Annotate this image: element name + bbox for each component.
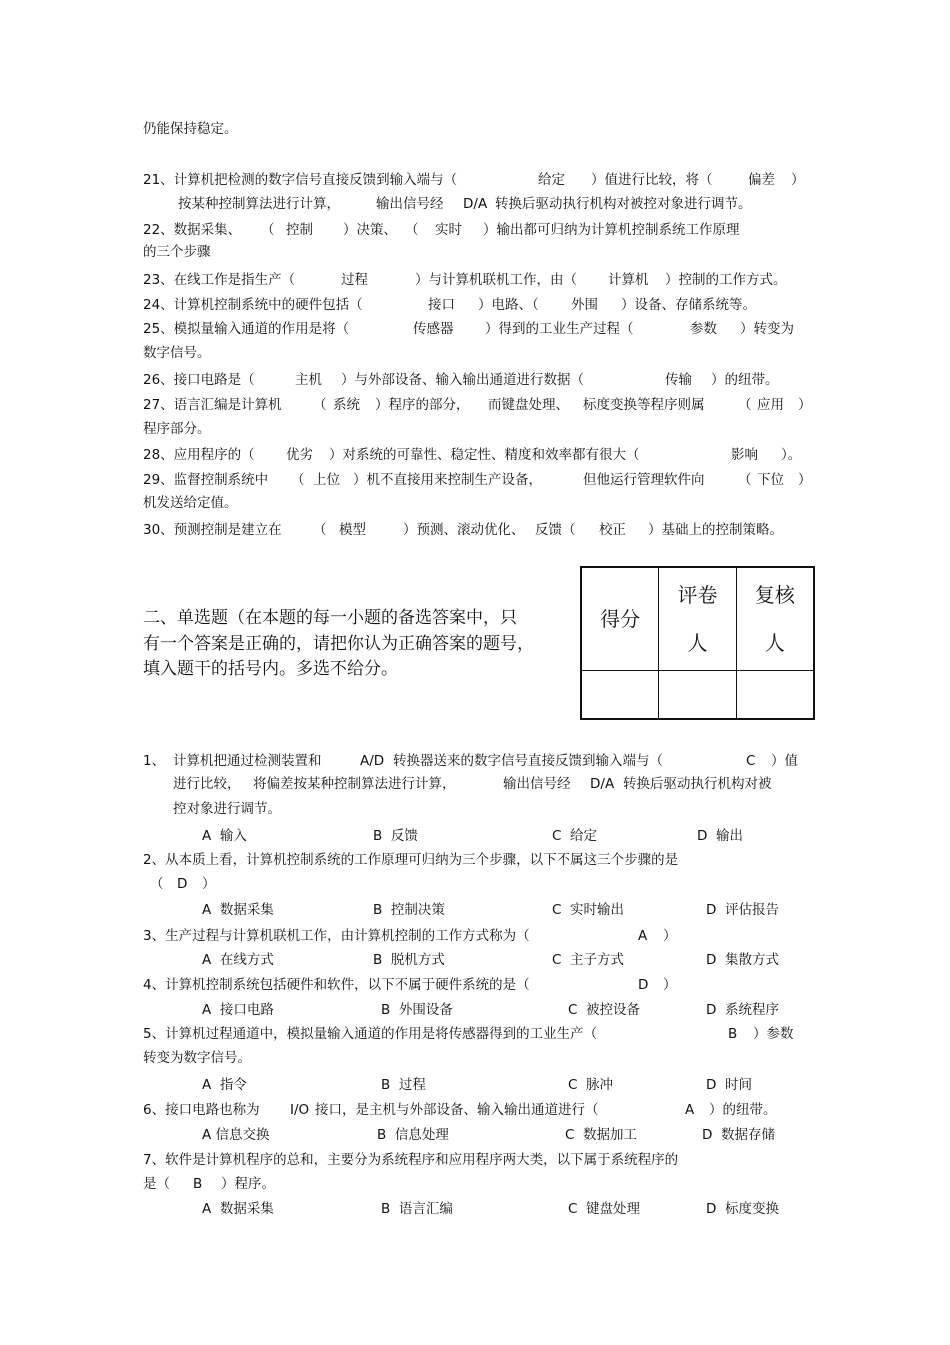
text-segment: 但他运行管理软件向 <box>583 472 705 488</box>
mc-question-5-cont <box>143 1049 251 1067</box>
option-text: 数据加工 <box>583 1127 638 1143</box>
option-d[interactable] <box>697 827 743 845</box>
text-segment: ）电路、（ <box>478 297 539 313</box>
text-segment: 标度变换等程序则属 <box>583 397 705 413</box>
mc5-answer: B <box>728 1026 738 1042</box>
option-c[interactable] <box>568 1200 640 1218</box>
option-letter: C <box>568 1002 578 1018</box>
text-segment: 7、软件是计算机程序的总和，主要分为系统程序和应用程序两大类，以下属于系统程序的 <box>143 1152 679 1168</box>
option-text: 信息交换 <box>215 1127 270 1143</box>
option-letter: C <box>552 952 562 968</box>
option-d[interactable] <box>706 951 779 969</box>
text-segment: ）对系统的可靠性、稳定性、精度和效率都有很大（ <box>329 447 640 463</box>
text-segment: ） <box>798 472 812 488</box>
text-segment: ）转变为 <box>740 321 794 337</box>
option-b[interactable] <box>381 1076 426 1094</box>
text-segment: ）设备、存储系统等。 <box>621 297 756 313</box>
text-segment: （ <box>738 397 752 413</box>
q21-text-2: ）值进行比较，将（ <box>591 172 713 188</box>
mc-question-1-cont-2 <box>173 800 281 818</box>
text-segment: 接口，是主机与外部设备、输入输出通道进行（ <box>315 1102 599 1118</box>
text-segment: ） <box>663 928 677 944</box>
option-b[interactable] <box>381 1001 453 1019</box>
q23-answer-1: 过程 <box>341 272 368 288</box>
text-segment: （ <box>738 472 752 488</box>
option-letter: C <box>565 1127 575 1143</box>
text-segment: 转换后驱动执行机构对被控对象进行调节。 <box>495 196 752 212</box>
q24-answer-2: 外围 <box>571 297 598 313</box>
option-letter: A <box>202 902 212 918</box>
text-segment: （ <box>313 397 327 413</box>
option-text: 系统程序 <box>725 1002 779 1018</box>
score-table <box>580 566 815 720</box>
option-text: 标度变换 <box>725 1201 779 1217</box>
text-segment: 4、计算机控制系统包括硬件和软件，以下不属于硬件系统的是（ <box>143 977 530 993</box>
text-segment: 26、接口电路是（ <box>143 372 255 388</box>
option-d[interactable] <box>706 1076 752 1094</box>
mc-question-7 <box>143 1151 678 1169</box>
text-segment: （ <box>405 222 419 238</box>
score-label: 得分 <box>581 567 659 671</box>
section-heading-line-2: 有一个答案是正确的，请把你认为正确答案的题号， <box>143 634 534 654</box>
option-text: 控制决策 <box>390 902 445 918</box>
q30-answer-1: 模型 <box>339 522 366 538</box>
option-letter: A <box>202 828 212 844</box>
text-segment: ）预测、滚动优化、 <box>403 522 525 538</box>
option-letter: A <box>202 1002 212 1018</box>
mc2-answer: D <box>177 876 188 892</box>
text-segment: ）值 <box>771 753 798 769</box>
grader-label-line-2: 人 <box>687 631 708 655</box>
option-letter: A <box>202 1201 212 1217</box>
text-segment: 5、计算机过程通道中，模拟量输入通道的作用是将传感器得到的工业生产（ <box>143 1026 598 1042</box>
option-letter: B <box>381 1077 391 1093</box>
mc-question-2 <box>143 851 678 869</box>
q30-answer-2: 校正 <box>599 522 626 538</box>
option-text: 被控设备 <box>586 1002 641 1018</box>
text-segment: 反馈（ <box>535 522 576 538</box>
option-letter: A <box>202 1127 212 1143</box>
option-letter: D <box>697 828 708 844</box>
text-segment: （ <box>150 876 164 892</box>
q27-answer-2: 应用 <box>757 397 784 413</box>
mc7-answer: B <box>193 1176 203 1192</box>
text-segment: ）输出都可归纳为计算机控制系统工作原理 <box>483 222 740 238</box>
q21-answer-1: 给定 <box>538 172 565 188</box>
option-text: 语言汇编 <box>398 1201 453 1217</box>
text-segment: 将偏差按某种控制算法进行计算， <box>253 776 456 792</box>
q21-text: 21、计算机把检测的数字信号直接反馈到输入端与（ <box>143 172 458 188</box>
option-a[interactable] <box>202 1001 274 1019</box>
option-text: 脉冲 <box>586 1077 614 1093</box>
option-letter: B <box>381 1002 391 1018</box>
option-b[interactable] <box>377 1126 449 1144</box>
option-d[interactable] <box>706 901 779 919</box>
option-text: 时间 <box>725 1077 752 1093</box>
question-27-cont <box>143 420 211 438</box>
option-text: 指令 <box>219 1077 247 1093</box>
mc3-answer: A <box>638 928 648 944</box>
text-segment: 输出信号经 <box>503 776 571 792</box>
text-segment: 转变为数字信号。 <box>143 1050 251 1066</box>
option-b[interactable] <box>373 951 445 969</box>
q29-answer-1: 上位 <box>313 472 340 488</box>
option-letter: B <box>373 952 383 968</box>
option-letter: D <box>706 902 717 918</box>
text-segment: 按某种控制算法进行计算， <box>178 196 340 212</box>
q24-answer-1: 接口 <box>428 297 455 313</box>
option-letter: B <box>373 828 383 844</box>
text-line <box>143 120 238 138</box>
question-25-cont <box>143 344 211 362</box>
section-heading-line-1: 二、单选题（在本题的每一小题的备选答案中，只 <box>143 608 517 628</box>
text-segment: ）控制的工作方式。 <box>665 272 787 288</box>
option-c[interactable] <box>552 827 597 845</box>
q22-answer-1: 控制 <box>286 222 313 238</box>
option-letter: B <box>377 1127 387 1143</box>
text-segment: ）得到的工业生产过程（ <box>485 321 634 337</box>
q25-answer-2: 参数 <box>690 321 717 337</box>
option-a[interactable] <box>202 827 247 845</box>
text-segment: （ <box>291 472 305 488</box>
option-b[interactable] <box>373 827 418 845</box>
reviewer-label-line-2: 人 <box>764 631 785 655</box>
text-segment: ）程序的部分， <box>375 397 470 413</box>
option-letter: C <box>552 828 562 844</box>
text-segment: ）的纽带。 <box>709 1102 777 1118</box>
text-segment: 计算机把通过检测装置和 <box>173 753 322 769</box>
option-a[interactable] <box>202 1076 247 1094</box>
text-segment: 转换后驱动执行机构对被 <box>623 776 772 792</box>
text-segment: ） <box>798 397 812 413</box>
section-heading-line-3: 填入题干的括号内。多选不给分。 <box>143 659 398 679</box>
text-segment: 25、模拟量输入通道的作用是将（ <box>143 321 350 337</box>
q28-answer-2: 影响 <box>731 447 758 463</box>
q29-answer-2: 下位 <box>757 472 784 488</box>
text-segment: ）机不直接用来控制生产设备， <box>353 472 542 488</box>
option-letter: B <box>373 902 383 918</box>
text-segment: ）基础上的控制策略。 <box>648 522 783 538</box>
text-segment: 27、语言汇编是计算机 <box>143 397 282 413</box>
line-text: 仍能保持稳定。 <box>143 121 238 137</box>
option-text: 反馈 <box>390 828 418 844</box>
option-text: 数据存储 <box>721 1127 775 1143</box>
option-text: 集散方式 <box>725 952 779 968</box>
option-letter: D <box>706 952 717 968</box>
text-segment: 程序部分。 <box>143 421 211 437</box>
text-segment: 1、 <box>143 753 166 769</box>
option-a[interactable] <box>202 901 274 919</box>
mc6-answer: A <box>685 1102 695 1118</box>
reviewer-cell[interactable] <box>736 671 814 720</box>
option-c[interactable] <box>552 951 624 969</box>
q21-answer-2: 偏差 <box>748 172 775 188</box>
q25-answer-1: 传感器 <box>413 321 454 337</box>
text-segment: 3、生产过程与计算机联机工作，由计算机控制的工作方式称为（ <box>143 928 530 944</box>
text-segment: ）与计算机联机工作，由（ <box>415 272 577 288</box>
grader-label-line-1: 评卷 <box>677 583 718 607</box>
option-letter: A <box>202 952 212 968</box>
option-text: 数据采集 <box>219 902 274 918</box>
text-segment: （ <box>313 522 327 538</box>
grader-cell[interactable] <box>659 671 737 720</box>
text-segment: 数字信号。 <box>143 345 211 361</box>
option-d[interactable] <box>706 1200 779 1218</box>
text-segment: D/A <box>590 776 615 792</box>
q27-answer-1: 系统 <box>333 397 360 413</box>
option-text: 键盘处理 <box>586 1201 641 1217</box>
text-segment: 23、在线工作是指生产（ <box>143 272 296 288</box>
text-segment: 6、接口电路也称为 <box>143 1102 260 1118</box>
option-text: 接口电路 <box>219 1002 274 1018</box>
text-segment: D/A <box>463 196 488 212</box>
mc1-answer: C <box>746 753 756 769</box>
option-letter: C <box>552 902 562 918</box>
option-letter: D <box>706 1077 717 1093</box>
option-letter: B <box>381 1201 391 1217</box>
option-text: 给定 <box>570 828 598 844</box>
option-text: 过程 <box>398 1077 426 1093</box>
option-c[interactable] <box>568 1076 613 1094</box>
option-text: 实时输出 <box>570 902 625 918</box>
option-a[interactable] <box>202 1200 274 1218</box>
q26-answer-2: 传输 <box>665 372 692 388</box>
q22-answer-2: 实时 <box>435 222 462 238</box>
text-segment: 输出信号经 <box>376 196 444 212</box>
option-c[interactable] <box>565 1126 637 1144</box>
grader-label <box>659 567 737 671</box>
score-cell[interactable] <box>581 671 659 720</box>
text-segment: A/D <box>360 753 385 769</box>
text-segment: ）程序。 <box>221 1176 275 1192</box>
reviewer-label-line-1: 复核 <box>754 583 795 607</box>
option-text: 数据采集 <box>219 1201 274 1217</box>
text-segment: （ <box>261 222 275 238</box>
q28-answer-1: 优劣 <box>286 447 313 463</box>
text-segment: 转换器送来的数字信号直接反馈到输入端与（ <box>393 753 663 769</box>
text-segment: 机发送给定值。 <box>143 495 238 511</box>
option-letter: D <box>706 1002 717 1018</box>
text-segment: ）参数 <box>753 1026 794 1042</box>
option-letter: D <box>702 1127 713 1143</box>
option-a[interactable] <box>202 951 274 969</box>
text-segment: ）与外部设备、输入输出通道进行数据（ <box>341 372 584 388</box>
option-text: 主子方式 <box>570 952 625 968</box>
mc4-answer: D <box>638 977 649 993</box>
option-c[interactable] <box>568 1001 640 1019</box>
q23-answer-2: 计算机 <box>608 272 649 288</box>
text-segment: 28、应用程序的（ <box>143 447 255 463</box>
option-letter: C <box>568 1077 578 1093</box>
text-segment: 是（ <box>143 1176 170 1192</box>
text-segment: 而键盘处理、 <box>488 397 569 413</box>
text-segment: 29、监督控制系统中 <box>143 472 269 488</box>
option-text: 外围设备 <box>398 1002 453 1018</box>
option-text: 输入 <box>219 828 247 844</box>
text-segment: 30、预测控制是建立在 <box>143 522 282 538</box>
text-segment: 22、数据采集、 <box>143 222 242 238</box>
option-letter: C <box>568 1201 578 1217</box>
option-a[interactable] <box>202 1126 270 1144</box>
option-text: 脱机方式 <box>390 952 445 968</box>
option-c[interactable] <box>552 901 624 919</box>
q26-answer-1: 主机 <box>295 372 322 388</box>
option-text: 输出 <box>716 828 743 844</box>
text-segment: ） <box>663 977 677 993</box>
text-segment: I/O <box>290 1102 310 1118</box>
option-b[interactable] <box>373 901 445 919</box>
q21-text-3: ） <box>791 172 805 188</box>
text-segment: ）。 <box>781 447 802 463</box>
option-text: 信息处理 <box>394 1127 449 1143</box>
text-segment: 进行比较， <box>173 776 241 792</box>
text-segment: 2、从本质上看，计算机控制系统的工作原理可归纳为三个步骤，以下不属这三个步骤的是 <box>143 852 679 868</box>
text-segment: ） <box>202 876 216 892</box>
option-b[interactable] <box>381 1200 453 1218</box>
text-segment: 控对象进行调节。 <box>173 801 281 817</box>
option-d[interactable] <box>702 1126 775 1144</box>
text-segment: 24、计算机控制系统中的硬件包括（ <box>143 297 363 313</box>
option-letter: D <box>706 1201 717 1217</box>
option-text: 评估报告 <box>725 902 779 918</box>
text-segment: 的三个步骤 <box>143 244 211 260</box>
option-text: 在线方式 <box>219 952 274 968</box>
question-29-cont <box>143 494 238 512</box>
text-segment: ）决策、 <box>343 222 397 238</box>
reviewer-label <box>736 567 814 671</box>
text-segment: ）的纽带。 <box>711 372 779 388</box>
option-d[interactable] <box>706 1001 779 1019</box>
option-letter: A <box>202 1077 212 1093</box>
question-22-cont <box>143 243 211 261</box>
